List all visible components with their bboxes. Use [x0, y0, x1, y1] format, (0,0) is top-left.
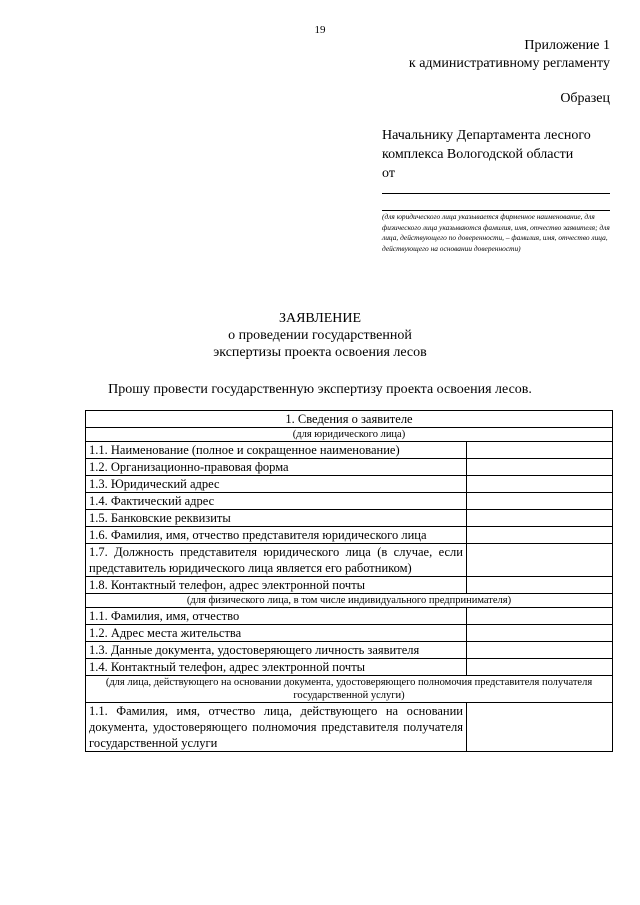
- bank-details-value[interactable]: [466, 510, 612, 527]
- table-subheader-legal: [86, 428, 613, 442]
- table-row: [86, 544, 613, 577]
- table-row: [86, 459, 613, 476]
- legal-row-label: 1.1. Наименование (полное и сокращенное наименование): [86, 442, 467, 459]
- section-title: 1. Сведения о заявителе: [86, 411, 613, 428]
- proxy-name-value[interactable]: [466, 703, 612, 752]
- legal-row-label: 1.6. Фамилия, имя, отчество представителя юридического лица: [86, 527, 467, 544]
- legal-row-label: 1.3. Юридический адрес: [86, 476, 467, 493]
- individual-contact-value[interactable]: [466, 659, 612, 676]
- table-row: [86, 442, 613, 459]
- applicant-info-table: [85, 410, 613, 752]
- table-row: [86, 608, 613, 625]
- table-row: [86, 493, 613, 510]
- document-subtitle-1: о проведении государственной: [228, 328, 412, 343]
- individual-name-value[interactable]: [466, 608, 612, 625]
- table-subheader-proxy: [86, 676, 613, 703]
- representative-name-value[interactable]: [466, 527, 612, 544]
- addressee-line-1: Начальнику Департамента лесного: [382, 128, 591, 143]
- table-row: [86, 510, 613, 527]
- document-subtitle-2: экспертизы проекта освоения лесов: [213, 345, 427, 360]
- proxy-subheader: (для лица, действующего на основании документа, удостоверяющего полномочия представителя получателя государственной услуги): [86, 676, 613, 703]
- legal-row-label: 1.8. Контактный телефон, адрес электронной почты: [86, 577, 467, 594]
- sample-label: Образец: [560, 91, 610, 106]
- addressee-note: (для юридического лица указывается фирменное наименование, для физического лица указываются фамилия, имя, отчество заявителя; для лица, действующего по доверенности, – фамилия, имя, отчество лица, действующего на основании доверенности): [382, 212, 610, 253]
- identity-document-value[interactable]: [466, 642, 612, 659]
- legal-address-value[interactable]: [466, 476, 612, 493]
- legal-row-label: 1.2. Организационно-правовая форма: [86, 459, 467, 476]
- legal-row-label: 1.5. Банковские реквизиты: [86, 510, 467, 527]
- table-row: [86, 703, 613, 752]
- regulation-label: к административному регламенту: [408, 56, 610, 71]
- table-subheader-individual: [86, 594, 613, 608]
- legal-row-label: 1.4. Фактический адрес: [86, 493, 467, 510]
- actual-address-value[interactable]: [466, 493, 612, 510]
- legal-row-label: 1.7. Должность представителя юридического лица (в случае, если представитель юридического лица является его работником): [86, 544, 467, 577]
- individual-row-label: 1.4. Контактный телефон, адрес электронной почты: [86, 659, 467, 676]
- legal-form-value[interactable]: [466, 459, 612, 476]
- table-row: [86, 527, 613, 544]
- individual-row-label: 1.2. Адрес места жительства: [86, 625, 467, 642]
- table-section-header: [86, 411, 613, 428]
- addressee-line-2: комплекса Вологодской области: [382, 147, 574, 162]
- residence-address-value[interactable]: [466, 625, 612, 642]
- individual-row-label: 1.3. Данные документа, удостоверяющего личность заявителя: [86, 642, 467, 659]
- table-row: [86, 476, 613, 493]
- addressee-line-3: от: [382, 166, 395, 181]
- individual-row-label: 1.1. Фамилия, имя, отчество: [86, 608, 467, 625]
- individual-subheader: (для физического лица, в том числе индивидуального предпринимателя): [86, 594, 613, 608]
- legal-subheader: (для юридического лица): [86, 428, 613, 442]
- legal-name-value[interactable]: [466, 442, 612, 459]
- appendix-label: Приложение 1: [524, 38, 610, 53]
- page-number: 19: [314, 24, 326, 36]
- legal-contact-value[interactable]: [466, 577, 612, 594]
- table-row: [86, 659, 613, 676]
- from-underline-2: [382, 210, 610, 211]
- document-title: ЗАЯВЛЕНИЕ: [278, 311, 362, 326]
- representative-position-value[interactable]: [466, 544, 612, 577]
- table-row: [86, 642, 613, 659]
- from-underline: [382, 193, 610, 194]
- request-text: Прошу провести государственную экспертизу проекта освоения лесов.: [108, 382, 532, 397]
- table-row: [86, 625, 613, 642]
- table-row: [86, 577, 613, 594]
- proxy-row-label: 1.1. Фамилия, имя, отчество лица, действующего на основании документа, удостоверяющего полномочия представителя получателя государственной услуги: [86, 703, 467, 752]
